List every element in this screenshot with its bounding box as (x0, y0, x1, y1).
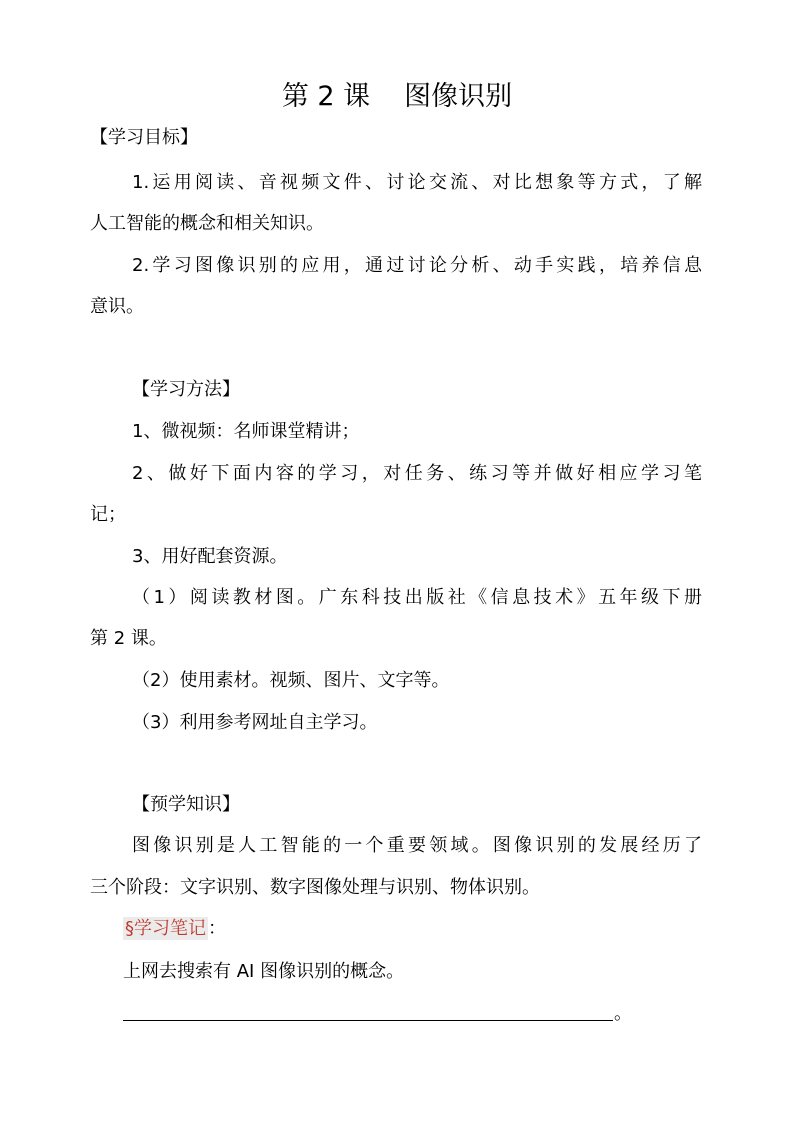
objective-2-line-2: 意识。 (90, 296, 144, 317)
method-sub-1-line-1: （1）阅读教材图。广东科技出版社《信息技术》五年级下册 (132, 587, 702, 608)
preview-heading: 【预学知识】 (132, 794, 240, 815)
lesson-topic: 图像识别 (404, 81, 513, 112)
preview-paragraph-line-1: 图像识别是人工智能的一个重要领域。图像识别的发展经历了 (132, 835, 702, 856)
page-title (0, 80, 794, 114)
objective-1-line-2: 人工智能的概念和相关知识。 (90, 213, 324, 234)
objective-1-line-1: 1.运用阅读、音视频文件、讨论交流、对比想象等方式，了解 (132, 172, 702, 193)
study-notes-line (123, 917, 226, 941)
methods-heading: 【学习方法】 (132, 379, 240, 400)
answer-end-mark: 。 (614, 1003, 632, 1024)
method-sub-1-line-2: 第 2 课。 (90, 628, 167, 649)
objective-2-line-1: 2.学习图像识别的应用，通过讨论分析、动手实践，培养信息 (132, 255, 702, 276)
lesson-number: 第 2 课 (281, 81, 371, 112)
study-notes-label: §学习笔记 (125, 918, 206, 939)
method-2-line-1: 2、做好下面内容的学习，对任务、练习等并做好相应学习笔 (132, 463, 702, 484)
method-1: 1、微视频：名师课堂精讲； (132, 421, 360, 442)
preview-paragraph-line-2: 三个阶段：文字识别、数字图像处理与识别、物体识别。 (90, 877, 540, 898)
method-sub-2: （2）使用素材。视频、图片、文字等。 (132, 670, 450, 691)
method-2-line-2: 记； (90, 504, 126, 525)
method-3: 3、用好配套资源。 (132, 546, 288, 567)
search-task: 上网去搜索有 AI 图像识别的概念。 (123, 961, 405, 982)
study-notes-colon: ： (208, 918, 226, 939)
objectives-heading: 【学习目标】 (90, 127, 198, 148)
method-sub-3: （3）利用参考网址自主学习。 (132, 712, 378, 733)
answer-blank-line (123, 1020, 613, 1021)
